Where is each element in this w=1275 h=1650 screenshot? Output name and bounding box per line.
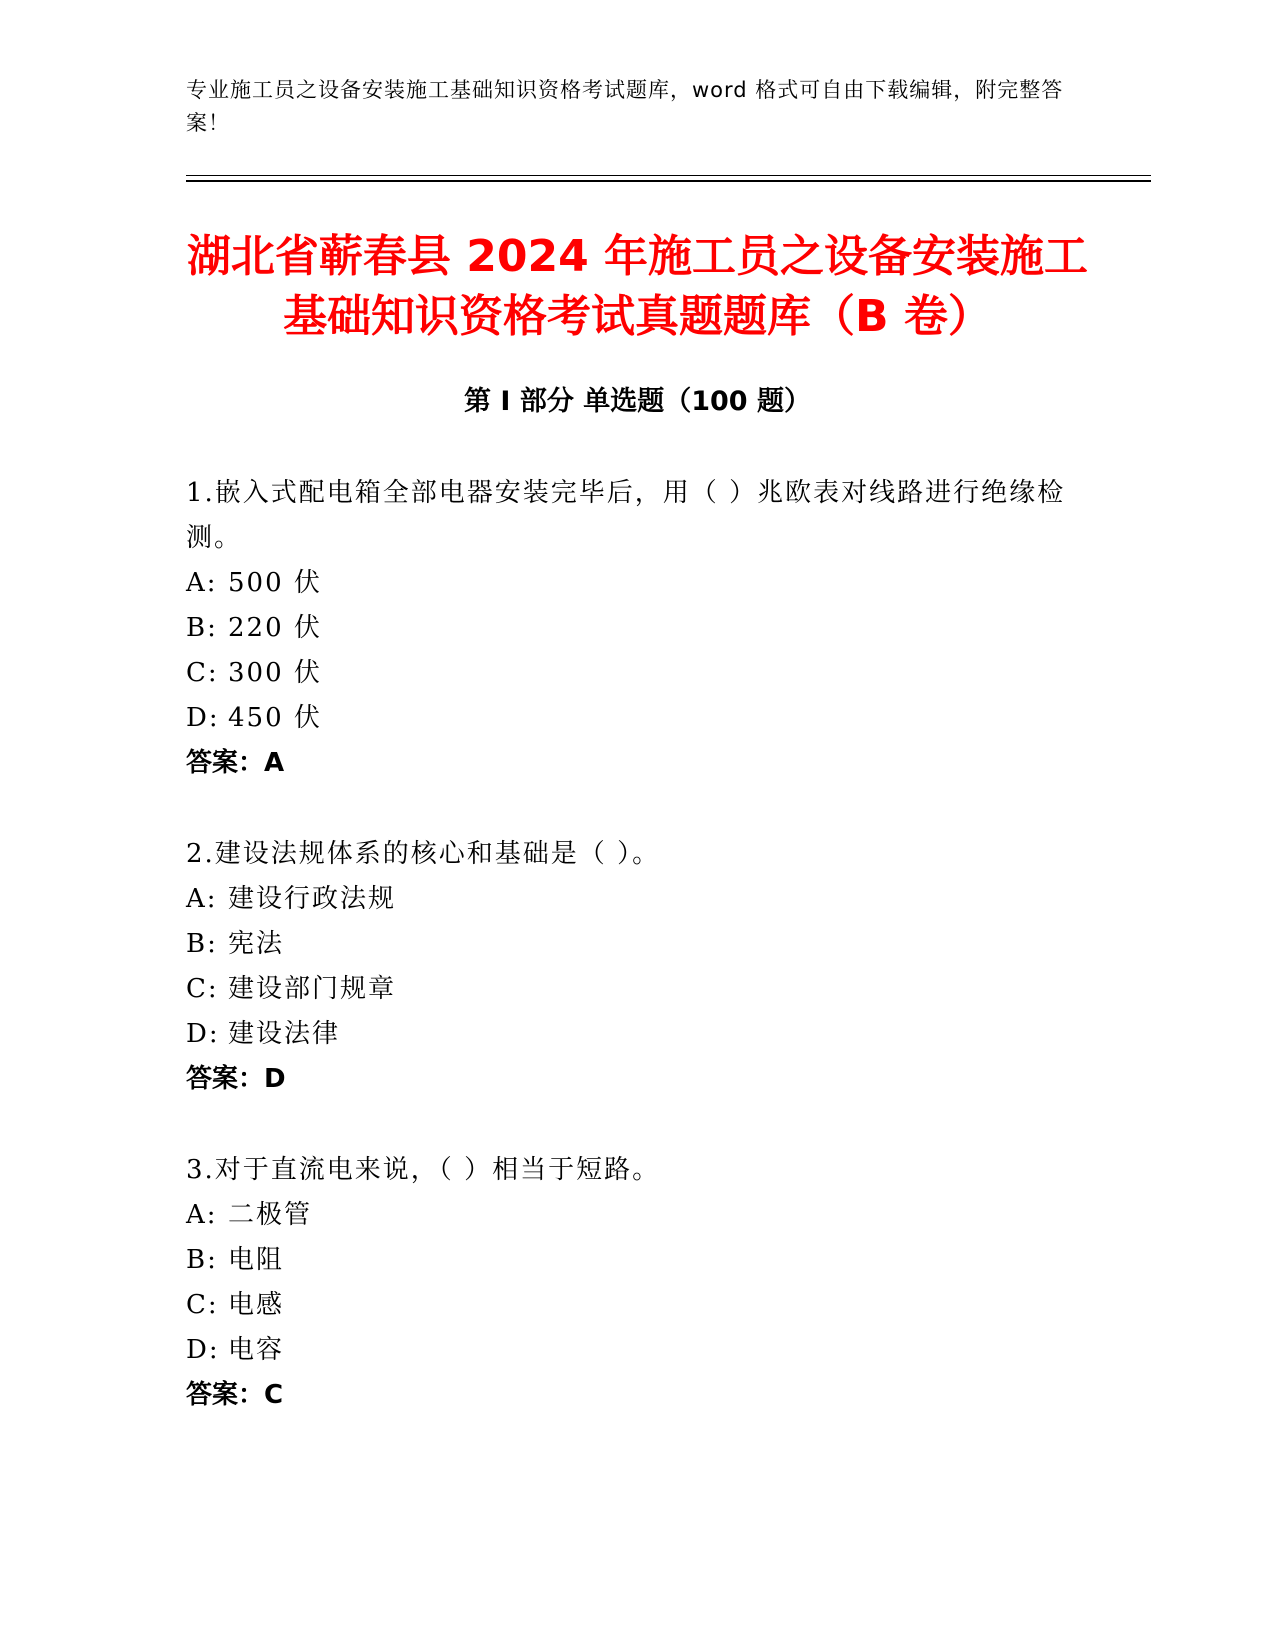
question-3 bbox=[186, 1148, 1086, 1418]
option-a bbox=[186, 877, 1086, 922]
option-d bbox=[186, 1012, 1086, 1057]
option-b bbox=[186, 1238, 1086, 1283]
option-key: A: bbox=[186, 884, 218, 914]
answer-label: 答案： bbox=[186, 1064, 265, 1094]
option-text: 450 伏 bbox=[228, 703, 322, 733]
option-key: D: bbox=[186, 703, 220, 733]
option-d bbox=[186, 696, 1086, 741]
question-stem: 2.建设法规体系的核心和基础是（ ）。 bbox=[186, 839, 661, 869]
option-text: 电容 bbox=[228, 1335, 285, 1365]
option-text: 电阻 bbox=[228, 1245, 285, 1275]
document-title-line-2: 基础知识资格考试真题题库（B 卷） bbox=[283, 291, 992, 342]
option-c bbox=[186, 967, 1086, 1012]
option-key: B: bbox=[186, 613, 218, 643]
option-key: D: bbox=[186, 1019, 220, 1049]
option-text: 建设行政法规 bbox=[228, 884, 397, 914]
document-title bbox=[140, 227, 1135, 347]
option-text: 电感 bbox=[228, 1290, 285, 1320]
answer-value: A bbox=[264, 748, 285, 778]
answer-value: C bbox=[264, 1380, 284, 1410]
option-c bbox=[186, 651, 1086, 696]
document-title-line-1: 湖北省蕲春县 2024 年施工员之设备安装施工 bbox=[186, 231, 1089, 282]
answer-label: 答案： bbox=[186, 1380, 265, 1410]
option-key: B: bbox=[186, 1245, 218, 1275]
option-key: C: bbox=[186, 658, 219, 688]
answer-line bbox=[186, 741, 1086, 786]
section-title: 第 I 部分 单选题（100 题） bbox=[463, 386, 811, 417]
option-text: 220 伏 bbox=[228, 613, 322, 643]
option-text: 建设部门规章 bbox=[228, 974, 397, 1004]
option-key: A: bbox=[186, 568, 218, 598]
option-key: A: bbox=[186, 1200, 218, 1230]
option-key: B: bbox=[186, 929, 218, 959]
answer-line bbox=[186, 1057, 1086, 1102]
answer-line bbox=[186, 1373, 1086, 1418]
answer-label: 答案： bbox=[186, 748, 265, 778]
option-c bbox=[186, 1283, 1086, 1328]
option-key: C: bbox=[186, 974, 219, 1004]
answer-value: D bbox=[264, 1064, 286, 1094]
option-a bbox=[186, 561, 1086, 606]
question-1 bbox=[186, 471, 1086, 786]
option-key: C: bbox=[186, 1290, 219, 1320]
header-note: 专业施工员之设备安装施工基础知识资格考试题库，word 格式可自由下载编辑，附完整答案！ bbox=[186, 78, 1064, 135]
header-divider-top bbox=[186, 175, 1151, 176]
option-key: D: bbox=[186, 1335, 220, 1365]
option-text: 500 伏 bbox=[228, 568, 322, 598]
option-text: 二极管 bbox=[228, 1200, 313, 1230]
option-text: 300 伏 bbox=[228, 658, 322, 688]
question-stem: 3.对于直流电来说，（ ）相当于短路。 bbox=[186, 1155, 661, 1185]
option-text: 建设法律 bbox=[228, 1019, 341, 1049]
option-b bbox=[186, 922, 1086, 967]
option-b bbox=[186, 606, 1086, 651]
question-2 bbox=[186, 832, 1086, 1102]
option-text: 宪法 bbox=[228, 929, 285, 959]
option-a bbox=[186, 1193, 1086, 1238]
question-stem: 1.嵌入式配电箱全部电器安装完毕后，用（ ）兆欧表对线路进行绝缘检测。 bbox=[186, 478, 1066, 553]
header-divider-bottom bbox=[186, 180, 1151, 182]
option-d bbox=[186, 1328, 1086, 1373]
